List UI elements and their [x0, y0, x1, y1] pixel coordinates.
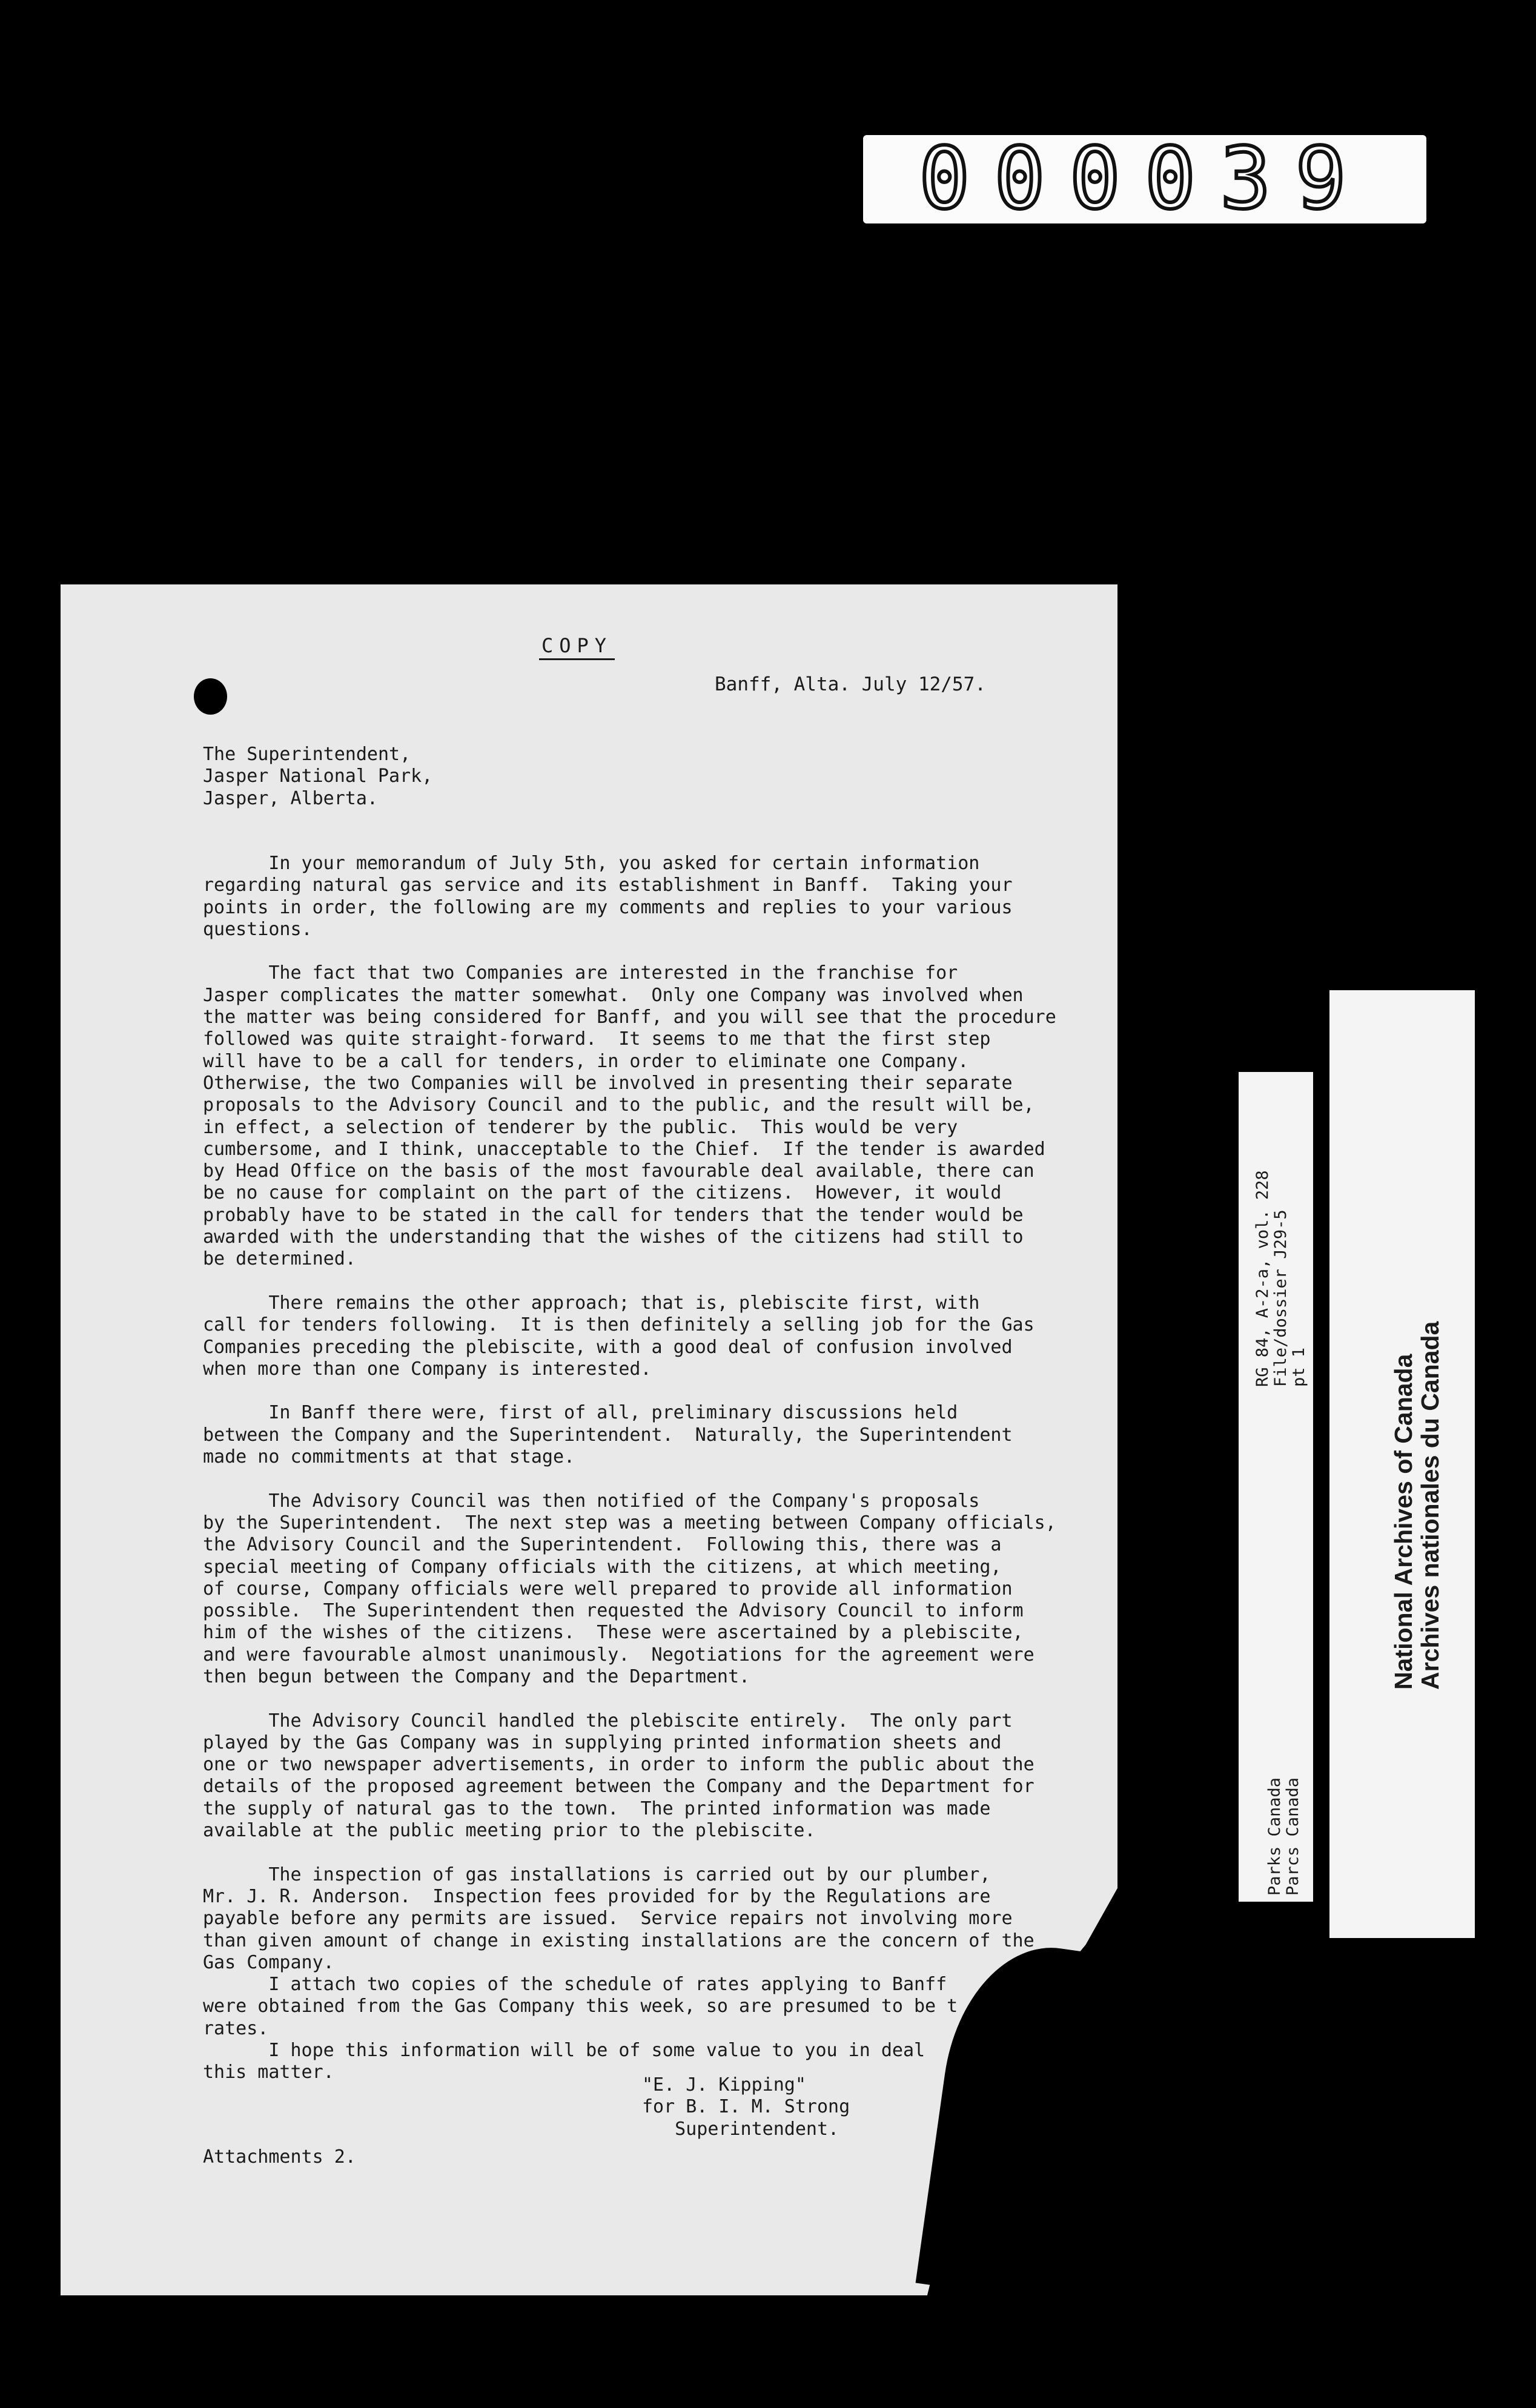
signature-line: Superintendent.	[642, 2118, 839, 2140]
signature-block	[642, 2074, 850, 2140]
frame-number: 000039	[919, 130, 1371, 228]
body-line: points in order, the following are my comments and replies to your various	[203, 896, 1013, 918]
body-line: followed was quite straight-forward. It seems to me that the first step	[203, 1028, 991, 1050]
parks-line: Parks Canada	[1265, 1777, 1284, 1896]
file-ref-line: File/dossier J29-5	[1271, 1209, 1290, 1387]
body-line	[203, 1688, 1056, 1710]
parks-line: Parcs Canada	[1283, 1777, 1302, 1896]
punch-hole	[194, 678, 227, 715]
body-line: be no cause for complaint on the part of the citizens. However, it would	[203, 1182, 1002, 1204]
body-line: and were favourable almost unanimously. Negotiations for the agreement were	[203, 1644, 1034, 1665]
body-line: will have to be a call for tenders, in order to eliminate one Company.	[203, 1050, 969, 1072]
body-line: The fact that two Companies are interested in the franchise for	[203, 962, 958, 984]
body-line: I hope this information will be of some value to you in deal	[203, 2040, 925, 2062]
copy-title: COPY	[539, 634, 615, 660]
signature-line: for B. I. M. Strong	[642, 2096, 850, 2118]
body-line: rates.	[203, 2017, 269, 2039]
body-line: the matter was being considered for Banff, and you will see that the procedure	[203, 1007, 1056, 1028]
body-line: the Advisory Council and the Superintendent. Following this, there was a	[203, 1534, 1002, 1556]
body-line: possible. The Superintendent then requested the Advisory Council to inform	[203, 1600, 1024, 1622]
body-line: him of the wishes of the citizens. These were ascertained by a plebiscite,	[203, 1622, 1024, 1644]
body-line: the supply of natural gas to the town. The printed information was made	[203, 1798, 991, 1819]
body-line: Otherwise, the two Companies will be involved in presenting their separate	[203, 1072, 1013, 1094]
body-line: in effect, a selection of tenderer by the public. This would be very	[203, 1116, 958, 1138]
signature-line: "E. J. Kipping"	[642, 2074, 806, 2095]
body-line: be determined.	[203, 1248, 356, 1270]
body-line: The Advisory Council handled the plebiscite entirely. The only part	[203, 1710, 1013, 1732]
body-line: details of the proposed agreement between the Company and the Department for	[203, 1776, 1034, 1798]
letter-body	[203, 853, 1056, 2084]
body-line: The inspection of gas installations is carried out by our plumber,	[203, 1864, 991, 1885]
letter-date: Banff, Alta. July 12/57.	[715, 673, 986, 695]
national-archives-text	[1390, 1321, 1443, 1690]
file-ref-line: RG 84, A-2-a, vol. 228	[1253, 1170, 1272, 1387]
body-line: by the Superintendent. The next step was a meeting between Company officials,	[203, 1512, 1056, 1533]
body-line	[203, 1468, 1056, 1490]
body-line: payable before any permits are issued. Service repairs not involving more	[203, 1908, 1013, 1930]
body-line: played by the Gas Company was in supplying printed information sheets and	[203, 1732, 1002, 1753]
address-line: Jasper, Alberta.	[203, 787, 378, 809]
attachments-note: Attachments 2.	[203, 2146, 356, 2168]
body-line: awarded with the understanding that the wishes of the citizens had still to	[203, 1226, 1024, 1248]
recipient-address	[203, 744, 432, 810]
body-line	[203, 941, 1056, 962]
body-line: then begun between the Company and the Department.	[203, 1665, 750, 1687]
file-reference-text	[1254, 1170, 1308, 1387]
body-line: probably have to be stated in the call for tenders that the tender would be	[203, 1204, 1024, 1226]
body-line: of course, Company officials were well prepared to provide all information	[203, 1578, 1013, 1599]
body-line: between the Company and the Superintendent. Naturally, the Superintendent	[203, 1424, 1013, 1446]
body-line: when more than one Company is interested.	[203, 1358, 652, 1380]
body-line: In Banff there were, first of all, preliminary discussions held	[203, 1402, 958, 1424]
address-line: Jasper National Park,	[203, 766, 433, 787]
body-line	[203, 1380, 1056, 1402]
body-line: than given amount of change in existing installations are the concern of the	[203, 1930, 1034, 1951]
body-line: were obtained from the Gas Company this week, so are presumed to be t	[203, 1996, 958, 2017]
body-line	[203, 1842, 1056, 1864]
body-line: In your memorandum of July 5th, you asked for certain information	[203, 853, 980, 874]
body-line: questions.	[203, 918, 313, 940]
body-line: I attach two copies of the schedule of rates applying to Banff	[203, 1974, 947, 1996]
file-ref-line: pt 1	[1289, 1347, 1308, 1387]
body-line: available at the public meeting prior to the plebiscite.	[203, 1820, 816, 1842]
body-line: by Head Office on the basis of the most favourable deal available, there can	[203, 1160, 1034, 1182]
body-line	[203, 1271, 1056, 1292]
body-line: Mr. J. R. Anderson. Inspection fees provided for by the Regulations are	[203, 1885, 991, 1907]
archives-line: Archives nationales du Canada	[1416, 1321, 1444, 1690]
body-line: cumbersome, and I think, unacceptable to the Chief. If the tender is awarded	[203, 1138, 1045, 1160]
body-line: There remains the other approach; that is, plebiscite first, with	[203, 1292, 980, 1314]
frame-number-label	[863, 130, 1426, 228]
body-line: special meeting of Company officials with the citizens, at which meeting,	[203, 1556, 1002, 1578]
body-line: proposals to the Advisory Council and to the public, and the result will be,	[203, 1094, 1034, 1116]
body-line: this matter.	[203, 2062, 334, 2083]
parks-canada-text	[1266, 1778, 1302, 1896]
body-line: Companies preceding the plebiscite, with a good deal of confusion involved	[203, 1336, 1013, 1358]
body-line: regarding natural gas service and its establishment in Banff. Taking your	[203, 875, 1013, 896]
body-line: Gas Company.	[203, 1951, 334, 1973]
archives-line: National Archives of Canada	[1389, 1354, 1417, 1690]
body-line: The Advisory Council was then notified of the Company's proposals	[203, 1490, 980, 1512]
address-line: The Superintendent,	[203, 744, 411, 765]
body-line: Jasper complicates the matter somewhat. Only one Company was involved when	[203, 984, 1024, 1006]
body-line: made no commitments at that stage.	[203, 1446, 575, 1468]
body-line: one or two newspaper advertisements, in order to inform the public about the	[203, 1754, 1034, 1776]
body-line: call for tenders following. It is then definitely a selling job for the Gas	[203, 1314, 1034, 1336]
